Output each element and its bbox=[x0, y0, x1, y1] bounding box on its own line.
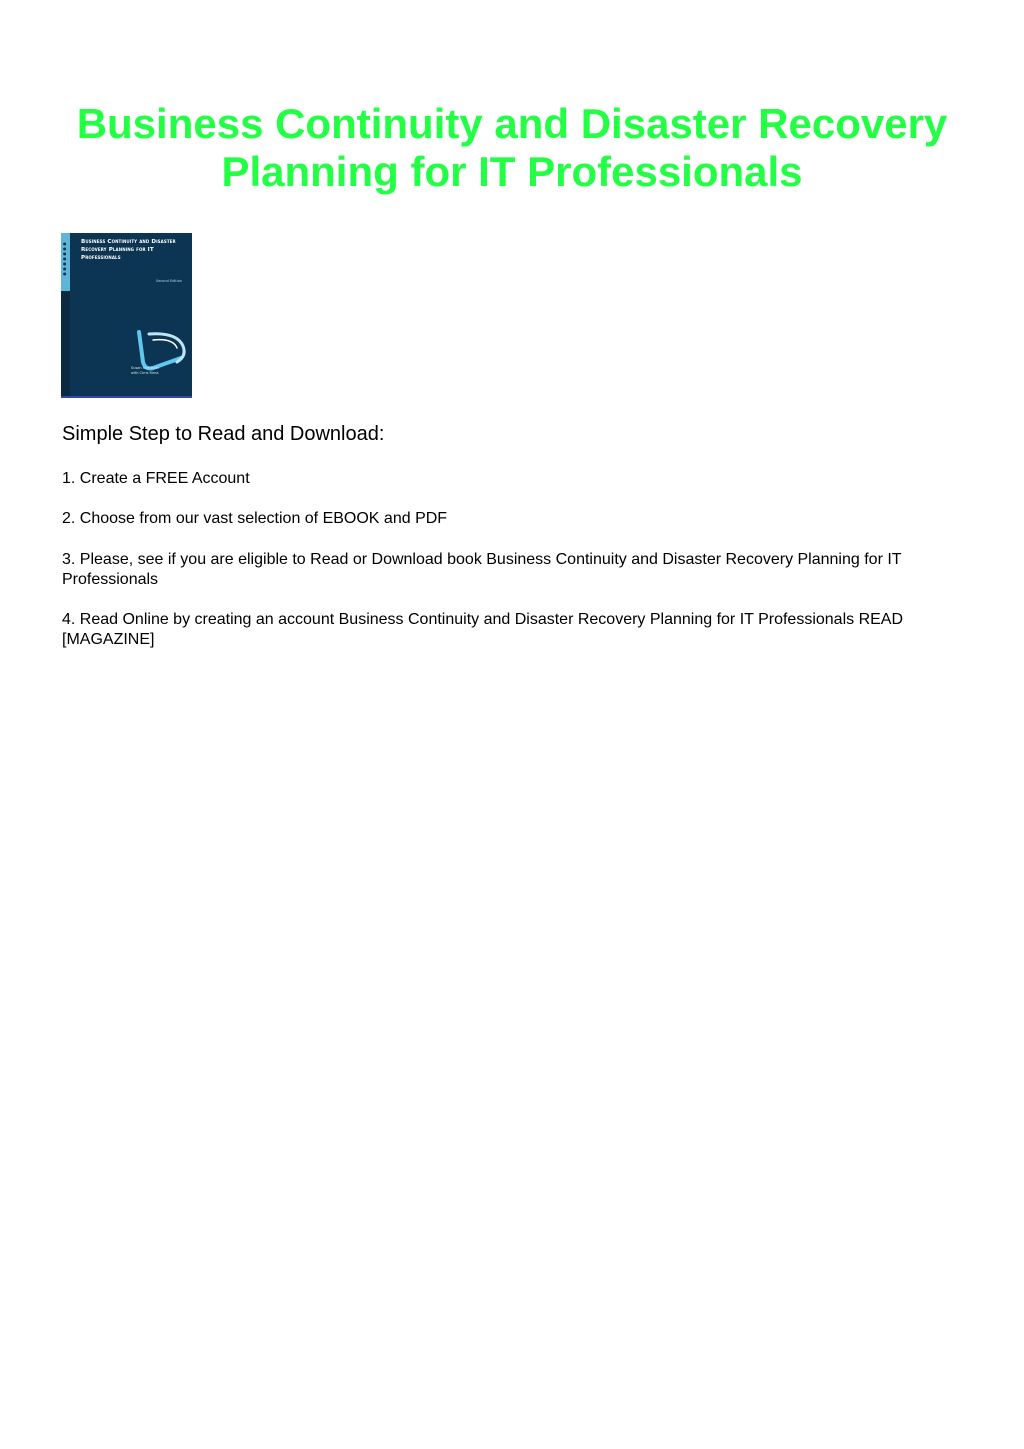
page-title: Business Continuity and Disaster Recovery Planning for IT Professionals bbox=[76, 100, 948, 195]
cover-edition: Second Edition bbox=[156, 279, 183, 283]
cover-title: Business Continuity and Disaster Recovery Planning for IT Professionals bbox=[81, 239, 176, 261]
step-1: 1. Create a FREE Account bbox=[62, 470, 250, 487]
step-2: 2. Choose from our vast selection of EBOOK and PDF bbox=[62, 510, 448, 527]
step-3: 3. Please, see if you are eligible to Read or Download book Business Continuity and Disaster Recovery Planning for IT Professionals bbox=[62, 551, 902, 588]
cover-spine bbox=[61, 233, 70, 396]
instructions-heading: Simple Step to Read and Download: bbox=[62, 423, 385, 445]
book-cover-image bbox=[61, 233, 192, 398]
cover-contributor: with Chris Rima bbox=[131, 371, 159, 375]
cover-spine-dots: ● ● ● ● ● ● ● bbox=[63, 241, 67, 276]
cover-author bbox=[131, 366, 159, 376]
step-4: 4. Read Online by creating an account Business Continuity and Disaster Recovery Planning for IT Professionals READ [MAGAZINE] bbox=[62, 611, 904, 648]
cover-author-name: Susan Snedaker bbox=[131, 366, 160, 370]
